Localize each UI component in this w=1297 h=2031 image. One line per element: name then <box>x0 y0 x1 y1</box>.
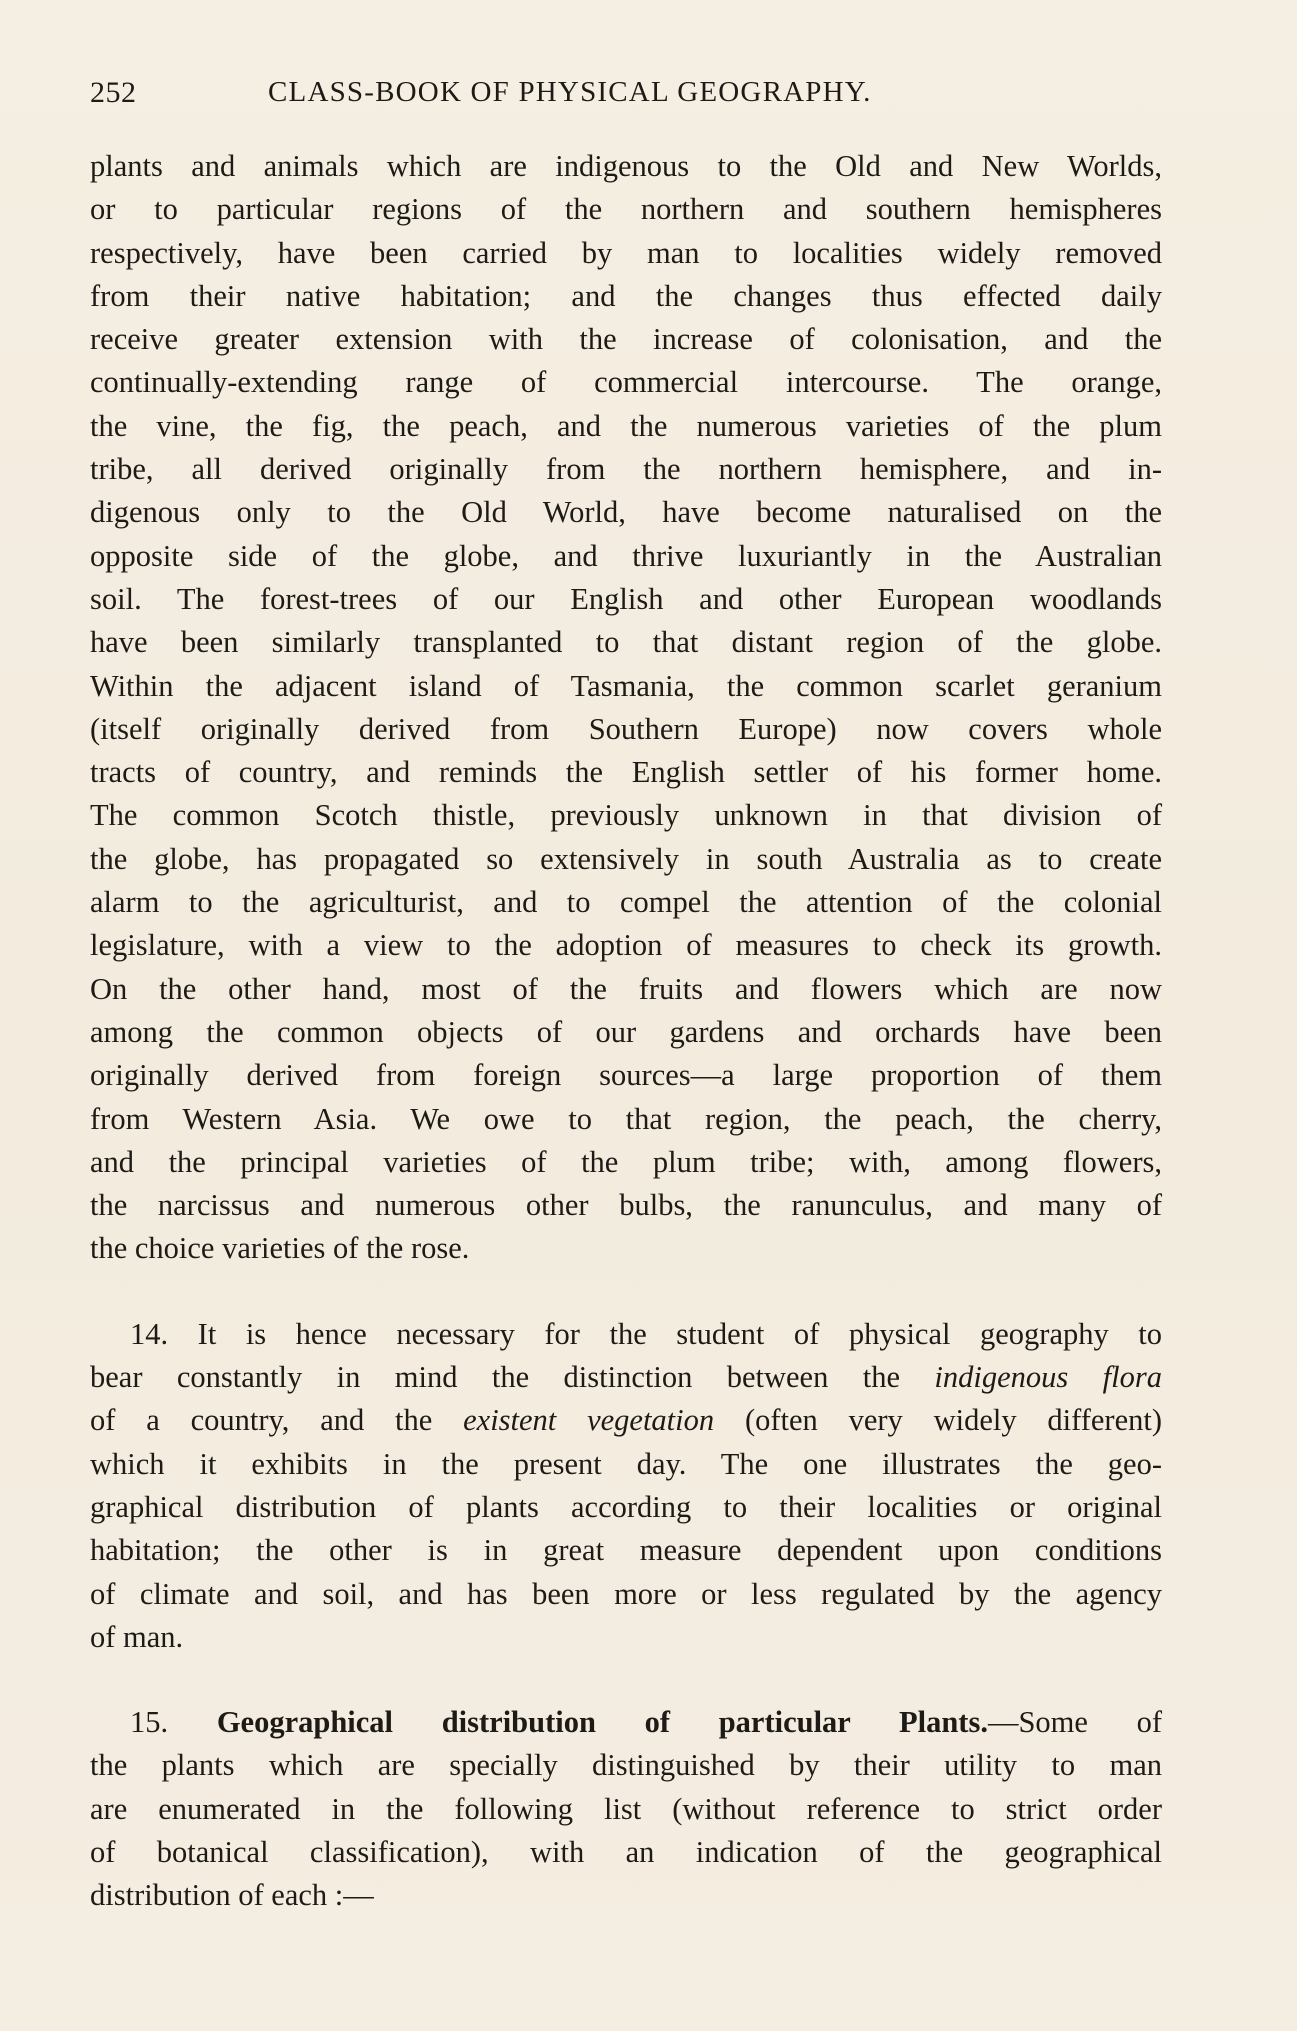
text-line: (itself originally derived from Southern Europe) now covers whole <box>90 711 1162 746</box>
running-title: CLASS-BOOK OF PHYSICAL GEOGRAPHY. <box>268 76 872 108</box>
text-line: of climate and soil, and has been more or less regulated by the agency <box>90 1576 1162 1611</box>
paragraph-number: 15. <box>130 1705 169 1740</box>
text-span: It is hence necessary for the student of physical geography to <box>197 1316 1162 1351</box>
text-line: and the principal varieties of the plum tribe; with, among flowers, <box>90 1144 1162 1179</box>
text-line: among the common objects of our gardens and orchards have been <box>90 1014 1162 1049</box>
text-line: are enumerated in the following list (without reference to strict order <box>90 1791 1162 1826</box>
paragraph-number: 14. <box>130 1316 169 1351</box>
text-line: Within the adjacent island of Tasmania, the common scarlet geranium <box>90 668 1162 703</box>
text-line: continually-extending range of commercial intercourse. The orange, <box>90 365 1162 400</box>
text-line <box>90 1313 1162 1356</box>
text-line: habitation; the other is in great measure dependent upon conditions <box>90 1533 1162 1568</box>
text-line: plants and animals which are indigenous to the Old and New Worlds, <box>90 149 1162 183</box>
text-line: The common Scotch thistle, previously unknown in that division of <box>90 798 1162 833</box>
text-line: tracts of country, and reminds the English settler of his former home. <box>90 755 1162 790</box>
text-line <box>90 1399 1162 1442</box>
emphasis-existent-vegetation: existent vegetation <box>463 1403 715 1438</box>
emphasis-indigenous-flora: indigenous flora <box>934 1360 1162 1395</box>
text-span: (often very widely different) <box>744 1403 1162 1438</box>
text-line: digenous only to the Old World, have become naturalised on the <box>90 495 1162 530</box>
body-text <box>90 145 1162 1918</box>
text-line: have been similarly transplanted to that distant region of the globe. <box>90 625 1162 660</box>
text-line: distribution of each :— <box>90 1878 374 1913</box>
text-line: On the other hand, most of the fruits and flowers which are now <box>90 971 1162 1006</box>
text-line: originally derived from foreign sources—a large proportion of them <box>90 1058 1162 1093</box>
text-line: from their native habitation; and the changes thus effected daily <box>90 278 1162 313</box>
text-line: the plants which are specially distinguished by their utility to man <box>90 1748 1162 1783</box>
text-span: of a country, and the <box>90 1403 433 1438</box>
text-line: soil. The forest-trees of our English and other European woodlands <box>90 581 1162 616</box>
text-line: respectively, have been carried by man to localities widely removed <box>90 235 1162 270</box>
page-number: 252 <box>90 76 137 109</box>
paragraph-14-rest <box>90 1443 1162 1659</box>
text-line: graphical distribution of plants according to their localities or original <box>90 1489 1162 1524</box>
running-head <box>90 70 1210 120</box>
paragraph-14 <box>90 1313 1162 1659</box>
text-line: of botanical classification), with an indication of the geographical <box>90 1834 1162 1869</box>
text-line: alarm to the agriculturist, and to compel the attention of the colonial <box>90 885 1162 920</box>
text-line: opposite side of the globe, and thrive luxuriantly in the Australian <box>90 538 1162 573</box>
text-line <box>90 1356 1162 1399</box>
text-line: legislature, with a view to the adoption of measures to check its growth. <box>90 928 1162 963</box>
paragraph-15-rest <box>90 1744 1162 1917</box>
text-line: from Western Asia. We owe to that region, the peach, the cherry, <box>90 1101 1162 1136</box>
text-line: of man. <box>90 1619 184 1654</box>
text-line: which it exhibits in the present day. The one illustrates the geo- <box>90 1446 1162 1481</box>
paragraph-13-continued <box>90 145 1162 1271</box>
text-span: —Some of <box>987 1705 1163 1740</box>
text-line <box>90 1701 1162 1744</box>
text-line: the choice varieties of the rose. <box>90 1231 470 1266</box>
text-line: receive greater extension with the increase of colonisation, and the <box>90 322 1162 357</box>
text-line: tribe, all derived originally from the northern hemisphere, and in- <box>90 452 1162 487</box>
paragraph-15 <box>90 1701 1162 1917</box>
text-line: the narcissus and numerous other bulbs, the ranunculus, and many of <box>90 1188 1162 1223</box>
text-line: the vine, the fig, the peach, and the numerous varieties of the plum <box>90 408 1162 443</box>
section-heading: Geographical distribution of particular Plants. <box>216 1705 988 1740</box>
text-line: or to particular regions of the northern and southern hemispheres <box>90 192 1162 227</box>
text-line: the globe, has propagated so extensively in south Australia as to create <box>90 841 1162 876</box>
text-span: bear constantly in mind the distinction between the <box>90 1360 901 1395</box>
